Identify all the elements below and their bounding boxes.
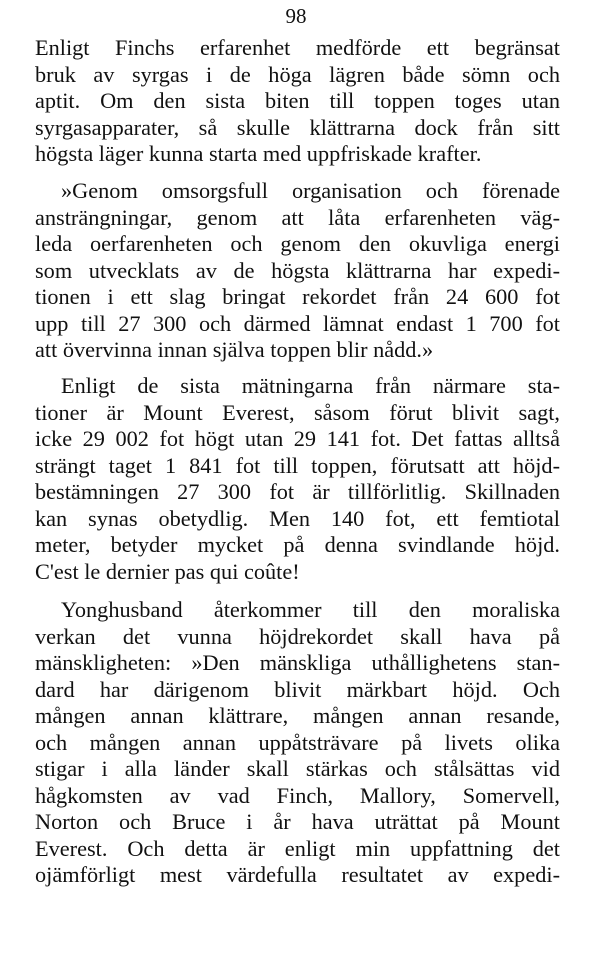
text-line: »Genom omsorgsfull organisation och förenade (61, 178, 560, 203)
text-line: kan synas obetydlig. Men 140 fot, ett femtiotal (35, 505, 560, 531)
text-line: Norton och Bruce i år hava uträttat på Mount (35, 809, 560, 834)
text-line: och mången annan uppåtsträvare på livets olika (35, 729, 560, 755)
text-line: C'est le dernier pas qui coûte! (35, 558, 300, 584)
text-line: tioner är Mount Everest, såsom förut blivit sagt, (35, 399, 560, 425)
text-line: meter, betyder mycket på denna svindlande höjd. (35, 532, 560, 557)
text-line: hågkomsten av vad Finch, Mallory, Somervell, (35, 782, 560, 808)
text-line: aptit. Om den sista biten till toppen toges utan (35, 88, 560, 113)
paragraph-3 (35, 373, 560, 585)
text-line: att övervinna innan själva toppen blir nådd.» (35, 337, 434, 362)
text-line: bruk av syrgas i de höga lägren både sömn och (35, 61, 560, 87)
text-line: tionen i ett slag bringat rekordet från 24 600 fot (35, 284, 560, 309)
text-line: bestämningen 27 300 fot är tillförlitlig. Skillnaden (35, 479, 560, 504)
text-line: ojämförligt mest värdefulla resultatet av expedi- (35, 862, 560, 887)
paragraph-4 (35, 597, 560, 889)
text-line: Yonghusband återkommer till den moraliska (61, 597, 560, 622)
text-line: verkan det vunna höjdrekordet skall hava på (35, 623, 560, 649)
text-line: syrgasapparater, så skulle klättrarna dock från sitt (35, 114, 560, 140)
text-line: upp till 27 300 och därmed lämnat endast 1 700 fot (35, 310, 560, 336)
text-line: högsta läger kunna starta med uppfriskade krafter. (35, 141, 482, 166)
text-line: stigar i alla länder skall stärkas och stålsättas vid (35, 756, 560, 781)
text-line: Everest. Och detta är enligt min uppfattning det (35, 835, 560, 861)
text-line: icke 29 002 fot högt utan 29 141 fot. Det fattas alltså (35, 426, 560, 451)
text-line: ansträngningar, genom att låta erfarenheten väg- (35, 204, 560, 230)
text-line: mången annan klättrare, mången annan resande, (35, 703, 560, 728)
text-line: som utvecklats av de högsta klättrarna har expedi- (35, 257, 560, 283)
paragraph-2 (35, 178, 560, 364)
text-line: strängt taget 1 841 fot till toppen, förutsatt att höjd- (35, 452, 560, 478)
text-line: Enligt de sista mätningarna från närmare sta- (61, 373, 560, 398)
paragraph-1 (35, 35, 560, 168)
text-line: leda oerfarenheten och genom den okuvliga energi (35, 231, 560, 256)
text-line: Enligt Finchs erfarenhet medförde ett begränsat (35, 35, 560, 60)
text-line: mänskligheten: »Den mänskliga uthållighetens stan- (35, 650, 560, 675)
text-line: dard har därigenom blivit märkbart höjd. Och (35, 676, 560, 702)
page-number: 98 (285, 4, 307, 28)
